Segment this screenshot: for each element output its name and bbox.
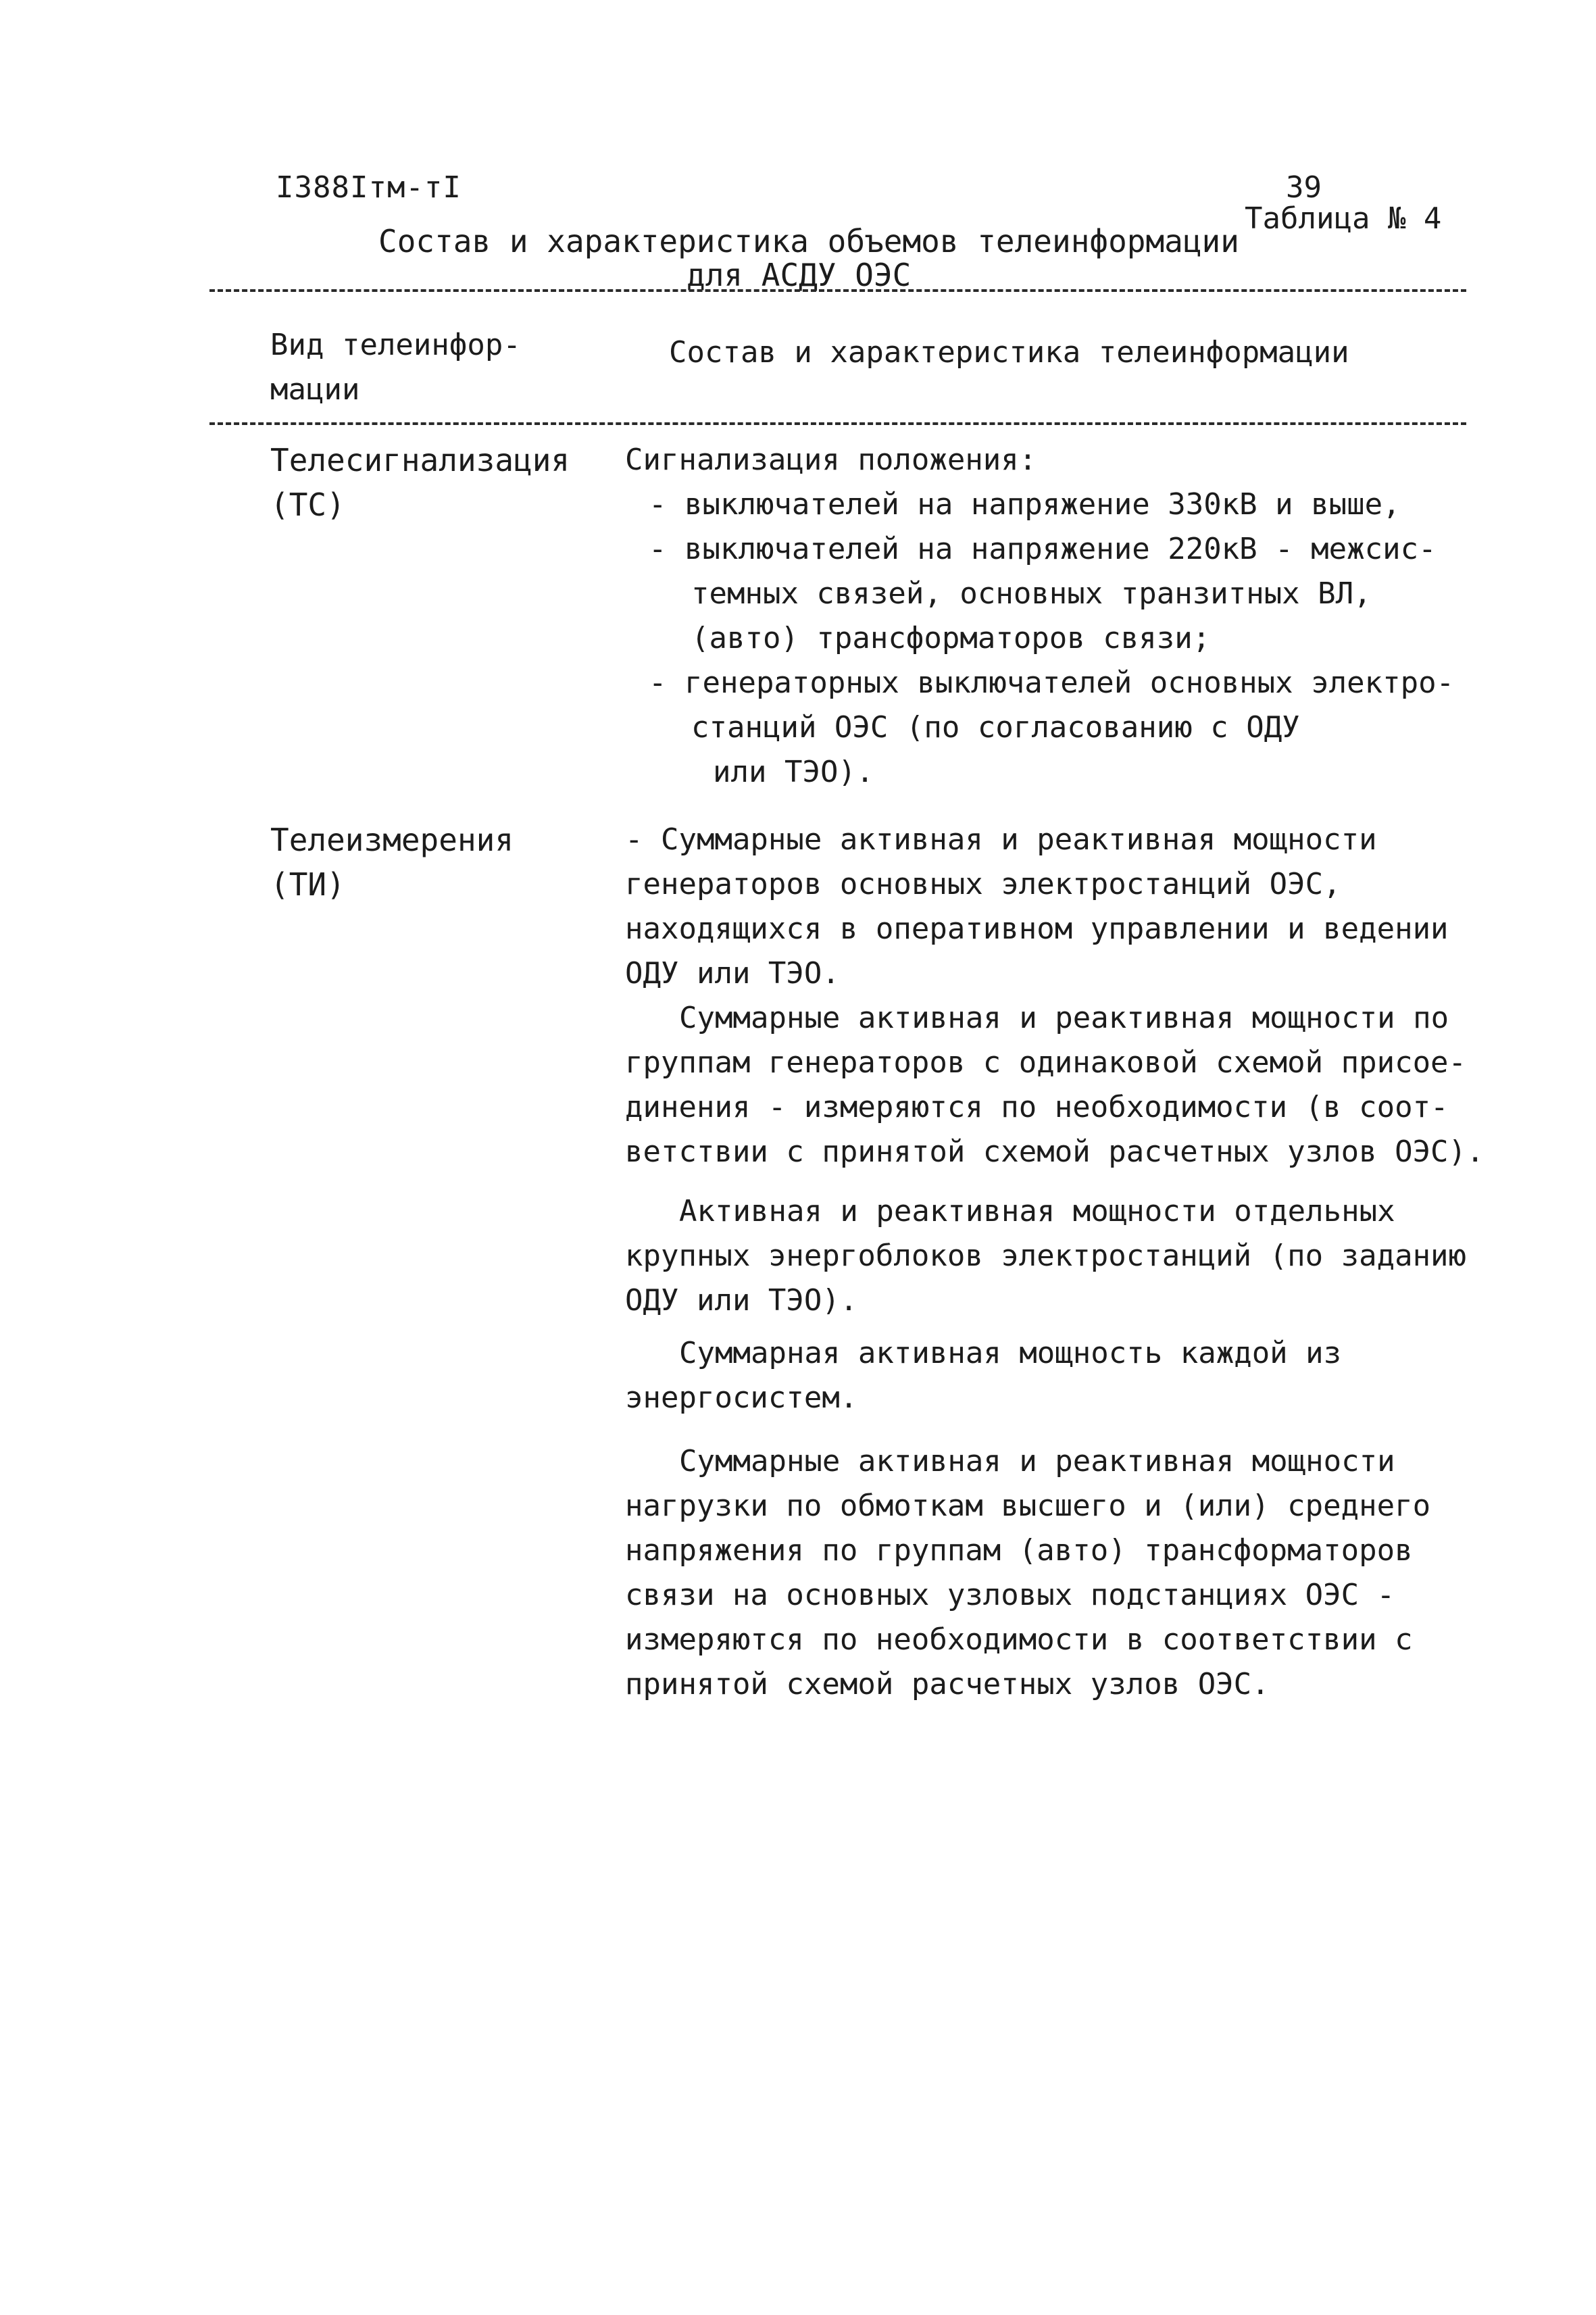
ts-line: - выключателей на напряжение 330кВ и выше, <box>649 487 1401 522</box>
table-label: Таблица № 4 <box>1245 201 1442 236</box>
table-header-rule <box>209 422 1466 425</box>
ti-line: ОДУ или ТЭО). <box>625 1283 858 1318</box>
page-number: 39 <box>1286 170 1322 205</box>
ti-paragraph-5 <box>625 1439 1466 1707</box>
ti-line: генераторов основных электростанций ОЭС, <box>625 867 1341 901</box>
ti-paragraph-3 <box>625 1189 1466 1323</box>
ts-line: темных связей, основных транзитных ВЛ, <box>691 576 1372 611</box>
table-title-line-1: Состав и характеристика объемов телеинформации <box>378 223 1239 259</box>
table-title-line-2: для АСДУ ОЭС <box>687 257 912 293</box>
ti-paragraph-2 <box>625 996 1485 1174</box>
column-header-type <box>270 323 521 412</box>
ti-line: измеряются по необходимости в соответствии с <box>625 1622 1413 1657</box>
row-label-ts <box>270 438 570 527</box>
row-label-ti-line-2: (ТИ) <box>270 866 345 903</box>
ti-line: напряжения по группам (авто) трансформаторов <box>625 1533 1413 1568</box>
ti-line: ОДУ или ТЭО. <box>625 956 840 991</box>
column-header-composition: Состав и характеристика телеинформации <box>669 335 1349 370</box>
column-header-type-line-1: Вид телеинфор- <box>270 328 521 362</box>
document-code: I388Iтм-тI <box>276 170 462 205</box>
ti-line: энергосистем. <box>625 1380 858 1415</box>
ts-description <box>625 438 1466 795</box>
ti-line: связи на основных узловых подстанциях ОЭС - <box>625 1578 1395 1612</box>
row-label-ts-line-1: Телесигнализация <box>270 442 570 478</box>
table-top-rule <box>209 289 1466 292</box>
ti-line: ветствии с принятой схемой расчетных узлов ОЭС). <box>625 1135 1485 1169</box>
ti-line: динения - измеряются по необходимости (в соот- <box>625 1090 1449 1124</box>
ts-line: - генераторных выключателей основных электро- <box>649 666 1455 700</box>
ti-line: принятой схемой расчетных узлов ОЭС. <box>625 1667 1270 1701</box>
ti-line: Суммарные активная и реактивная мощности <box>679 1444 1395 1478</box>
ts-line: или ТЭО). <box>713 755 874 789</box>
ti-paragraph-1 <box>625 818 1466 996</box>
row-label-ti <box>270 818 514 907</box>
ti-line: крупных энергоблоков электростанций (по заданию <box>625 1239 1467 1273</box>
ti-line: находящихся в оперативном управлении и ведении <box>625 912 1449 946</box>
column-header-type-line-2: мации <box>270 372 360 407</box>
ti-line: - Суммарные активная и реактивная мощности <box>625 822 1377 857</box>
ti-paragraph-4 <box>625 1331 1466 1420</box>
ti-line: Суммарные активная и реактивная мощности по <box>679 1001 1449 1035</box>
ti-line: Суммарная активная мощность каждой из <box>679 1336 1342 1370</box>
ti-line: группам генераторов с одинаковой схемой присое- <box>625 1045 1467 1080</box>
ts-line: Сигнализация положения: <box>625 443 1037 477</box>
ts-line: станций ОЭС (по согласованию с ОДУ <box>691 710 1300 745</box>
row-label-ti-line-1: Телеизмерения <box>270 822 514 858</box>
ti-line: Активная и реактивная мощности отдельных <box>679 1194 1395 1228</box>
ts-line: (авто) трансформаторов связи; <box>691 621 1211 655</box>
ti-line: нагрузки по обмоткам высшего и (или) среднего <box>625 1489 1431 1523</box>
row-label-ts-line-2: (ТС) <box>270 487 345 523</box>
ts-line: - выключателей на напряжение 220кВ - межсис- <box>649 532 1437 566</box>
